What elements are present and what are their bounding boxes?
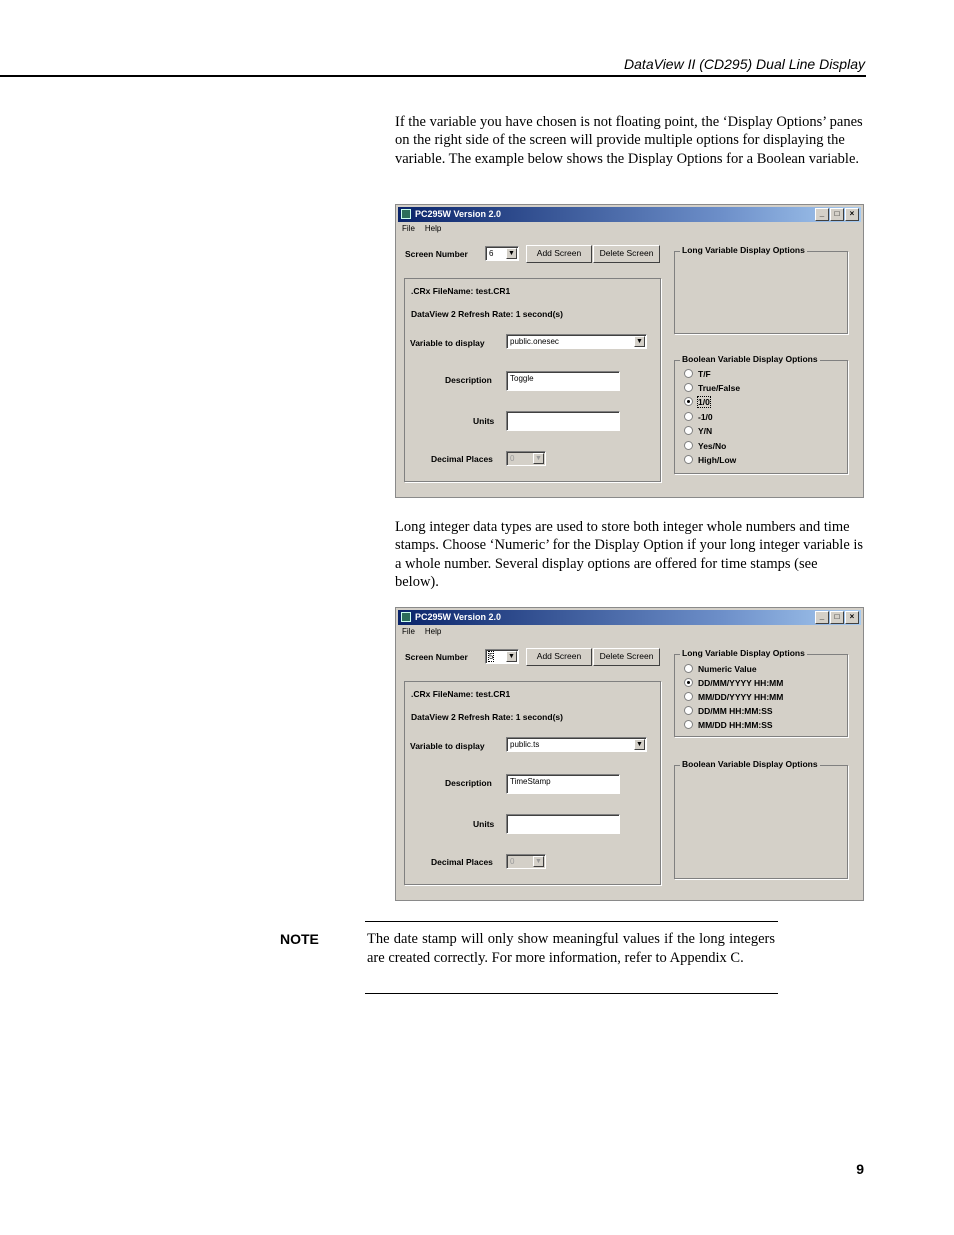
long-options-title: Long Variable Display Options xyxy=(682,648,805,658)
description-input[interactable]: Toggle xyxy=(506,371,620,391)
screen-number-label: Screen Number xyxy=(405,249,468,259)
radio-icon xyxy=(684,369,693,378)
radio-icon xyxy=(684,692,693,701)
crx-filename: .CRx FileName: test.CR1 xyxy=(411,286,511,296)
minimize-icon[interactable]: _ xyxy=(815,208,829,221)
chevron-down-icon[interactable]: ▼ xyxy=(634,739,645,750)
radio-icon xyxy=(684,441,693,450)
window-title: PC295W Version 2.0 xyxy=(415,612,502,622)
decimal-places-select[interactable] xyxy=(506,451,546,466)
note-top-rule xyxy=(365,921,778,922)
radio-high-low[interactable]: High/Low xyxy=(684,455,736,465)
add-screen-button[interactable]: Add Screen xyxy=(526,648,592,666)
app-icon xyxy=(401,612,411,622)
radio-mm-dd-hh-mm-ss[interactable]: MM/DD HH:MM:SS xyxy=(684,720,773,730)
window-titlebar xyxy=(398,207,861,222)
description-label: Description xyxy=(445,778,492,788)
window-controls xyxy=(814,611,859,624)
screen-number-label: Screen Number xyxy=(405,652,468,662)
note-label: NOTE xyxy=(280,931,319,947)
units-input[interactable] xyxy=(506,814,620,834)
radio-dd-mm-hh-mm-ss[interactable]: DD/MM HH:MM:SS xyxy=(684,706,773,716)
paragraph-display-options: If the variable you have chosen is not floating point, the ‘Display Options’ panes on the right side of the screen will provide multiple options for displaying the variable. The example below shows the Display Options for a Boolean variable. xyxy=(395,114,863,167)
screen-number-select[interactable] xyxy=(485,246,519,261)
radio-1-0[interactable]: 1/0 xyxy=(684,397,710,407)
chevron-down-icon[interactable]: ▼ xyxy=(533,453,544,464)
radio-yes-no[interactable]: Yes/No xyxy=(684,441,726,451)
variable-label: Variable to display xyxy=(410,338,485,348)
decimal-places-label: Decimal Places xyxy=(431,454,493,464)
menu-file[interactable]: File xyxy=(402,627,415,636)
add-screen-button[interactable]: Add Screen xyxy=(526,245,592,263)
chevron-down-icon[interactable]: ▼ xyxy=(506,248,517,259)
radio-y-n[interactable]: Y/N xyxy=(684,426,712,436)
radio-selected-icon xyxy=(684,678,693,687)
decimal-places-value: 0 xyxy=(510,454,515,463)
app-icon xyxy=(401,209,411,219)
radio-selected-icon xyxy=(684,397,693,406)
crx-filename: .CRx FileName: test.CR1 xyxy=(411,689,511,699)
page-number: 9 xyxy=(856,1161,864,1177)
header-rule xyxy=(0,75,866,77)
maximize-icon[interactable]: □ xyxy=(830,208,844,221)
note-text: The date stamp will only show meaningful values if the long integers are created correctly. For more information, refer to Appendix C. xyxy=(367,931,775,966)
boolean-options-group xyxy=(674,765,848,879)
radio-tf[interactable]: T/F xyxy=(684,369,711,379)
variable-label: Variable to display xyxy=(410,741,485,751)
units-label: Units xyxy=(473,819,495,829)
window-controls xyxy=(814,208,859,221)
radio-dd-mm-yyyy-hh-mm[interactable]: DD/MM/YYYY HH:MM xyxy=(684,678,783,688)
radio-icon xyxy=(684,383,693,392)
variable-value: public.onesec xyxy=(510,337,559,346)
note-bottom-rule xyxy=(365,993,778,994)
screenshot-long-options xyxy=(395,607,864,901)
refresh-rate: DataView 2 Refresh Rate: 1 second(s) xyxy=(411,309,563,319)
refresh-rate: DataView 2 Refresh Rate: 1 second(s) xyxy=(411,712,563,722)
chevron-down-icon[interactable]: ▼ xyxy=(634,336,645,347)
menu-help[interactable]: Help xyxy=(424,224,442,233)
decimal-places-select[interactable] xyxy=(506,854,546,869)
close-icon[interactable]: × xyxy=(845,208,859,221)
screen-number-value: 5 xyxy=(489,652,494,661)
radio-true-false[interactable]: True/False xyxy=(684,383,740,393)
menu-bar xyxy=(402,224,451,233)
delete-screen-button[interactable]: Delete Screen xyxy=(593,245,660,263)
description-label: Description xyxy=(445,375,492,385)
units-input[interactable] xyxy=(506,411,620,431)
long-options-title: Long Variable Display Options xyxy=(682,245,805,255)
chevron-down-icon[interactable]: ▼ xyxy=(506,651,517,662)
menu-file[interactable]: File xyxy=(402,224,415,233)
radio-mm-dd-yyyy-hh-mm[interactable]: MM/DD/YYYY HH:MM xyxy=(684,692,783,702)
radio-icon xyxy=(684,426,693,435)
radio-icon xyxy=(684,720,693,729)
paragraph-long-integer: Long integer data types are used to store both integer whole numbers and time stamps. Choose ‘Numeric’ for the Display Option if your long integer variable is a whole number. Several display options are offered for time stamps (see below). xyxy=(395,519,864,590)
running-header: DataView II (CD295) Dual Line Display xyxy=(624,56,865,72)
delete-screen-button[interactable]: Delete Screen xyxy=(593,648,660,666)
units-label: Units xyxy=(473,416,495,426)
window-title: PC295W Version 2.0 xyxy=(415,209,502,219)
radio-icon xyxy=(684,706,693,715)
radio-minus1-0[interactable]: -1/0 xyxy=(684,412,713,422)
minimize-icon[interactable]: _ xyxy=(815,611,829,624)
radio-numeric-value[interactable]: Numeric Value xyxy=(684,664,757,674)
decimal-places-label: Decimal Places xyxy=(431,857,493,867)
variable-select[interactable] xyxy=(506,334,647,349)
window-titlebar xyxy=(398,610,861,625)
screen-number-select[interactable] xyxy=(485,649,519,664)
long-options-group xyxy=(674,251,848,334)
variable-value: public.ts xyxy=(510,740,540,749)
screenshot-boolean-options xyxy=(395,204,864,498)
radio-icon xyxy=(684,455,693,464)
chevron-down-icon[interactable]: ▼ xyxy=(533,856,544,867)
variable-select[interactable] xyxy=(506,737,647,752)
description-input[interactable]: TimeStamp xyxy=(506,774,620,794)
menu-bar xyxy=(402,627,451,636)
boolean-options-title: Boolean Variable Display Options xyxy=(682,759,818,769)
radio-icon xyxy=(684,664,693,673)
boolean-options-title: Boolean Variable Display Options xyxy=(682,354,818,364)
close-icon[interactable]: × xyxy=(845,611,859,624)
decimal-places-value: 0 xyxy=(510,857,515,866)
maximize-icon[interactable]: □ xyxy=(830,611,844,624)
radio-icon xyxy=(684,412,693,421)
screen-number-value: 6 xyxy=(489,249,494,258)
menu-help[interactable]: Help xyxy=(424,627,442,636)
